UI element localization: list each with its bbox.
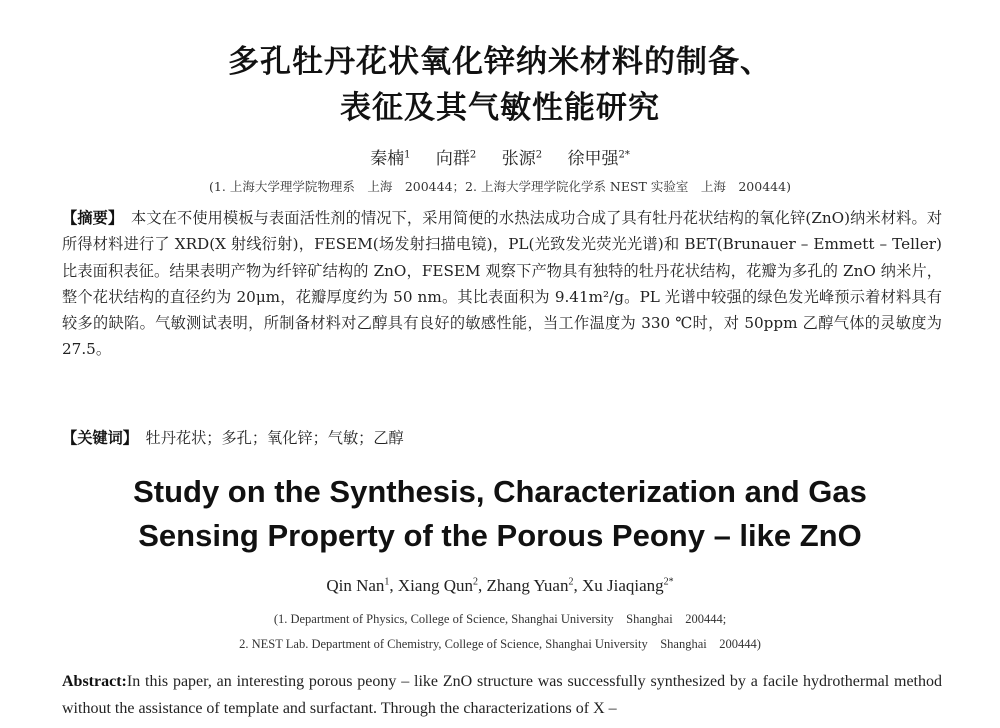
abstract-label-en: Abstract: xyxy=(62,673,127,690)
english-title-line-1: Study on the Synthesis, Characterization and Gas xyxy=(133,474,867,509)
english-author-list: Qin Nan$^1$, Xiang Qun$^2$, Zhang Yuan$^2$, Xu Jiaqiang$^{2*}$ xyxy=(326,576,674,595)
abstract-text-en: In this paper, an interesting porous peony – like ZnO structure was successfully synthesized by a facile hydrothermal method without the assistance of template and surfactant. Through the characterizations of X – xyxy=(62,673,942,717)
abstract-text-cn: 本文在不使用模板与表面活性剂的情况下，采用简便的水热法成功合成了具有牡丹花状结构的氧化锌(ZnO)纳米材料。对所得材料进行了 XRD(X 射线衍射)，FESEM(场发射扫描电镜)，PL(光致发光荧光光谱)和 BET(Brunauer – Emmett – Teller)比表面积表征。结果表明产物为纤锌矿结构的 ZnO，FESEM 观察下产物具有独特的牡丹花状结构，花瓣为多孔的 ZnO 纳米片，整个花状结构的直径约为 20μm，花瓣厚度约为 50 nm。其比表面积为 9.41m²/g。PL 光谱中较强的绿色发光峰预示着材料具有较多的缺陷。气敏测试表明，所制备材料对乙醇具有良好的敏感性能，当工作温度为 330 ℃时，对 50ppm 乙醇气体的灵敏度为 27.5。 xyxy=(62,209,943,359)
author-name: Zhang Yuan xyxy=(486,576,569,595)
english-title-line-2: Sensing Property of the Porous Peony – like ZnO xyxy=(138,518,862,553)
author-affiliation-mark: 2* xyxy=(663,576,674,588)
author-affiliation-mark: 2 xyxy=(535,149,543,161)
author-affiliation-mark: 1 xyxy=(404,149,411,161)
author-cn xyxy=(502,149,542,169)
english-affiliation-line-2: 2. NEST Lab. Department of Chemistry, College of Science, Shanghai University Shanghai 200444) xyxy=(239,637,761,651)
author-name: 张源 xyxy=(501,149,536,169)
chinese-author-list xyxy=(0,144,1000,169)
chinese-title-line-2: 表征及其气敏性能研究 xyxy=(340,90,660,126)
author-name: 秦楠 xyxy=(370,149,405,169)
author-affiliation-mark: 2 xyxy=(568,576,574,588)
keywords-text-cn: 牡丹花状；多孔；氧化锌；气敏；乙醇 xyxy=(145,429,404,447)
chinese-affiliation: (1. 上海大学理学院物理系 上海 200444；2. 上海大学理学院化学系 NEST 实验室 上海 200444) xyxy=(209,179,791,194)
author-affiliation-mark: 1 xyxy=(384,576,390,588)
author-cn xyxy=(436,149,476,169)
author-name: Qin Nan xyxy=(326,576,385,595)
author-en xyxy=(326,576,389,595)
author-name: Xu Jiaqiang xyxy=(581,576,664,595)
abstract-label-cn: 【摘要】 xyxy=(62,209,116,227)
author-affiliation-mark: 2 xyxy=(472,576,478,588)
english-affiliation-line-1: (1. Department of Physics, College of Science, Shanghai University Shanghai 200444; xyxy=(273,612,727,626)
author-en xyxy=(486,576,573,595)
author-name: Xiang Qun xyxy=(397,576,473,595)
english-abstract xyxy=(62,668,942,722)
author-name: 向群 xyxy=(435,149,470,169)
keywords-label-cn: 【关键词】 xyxy=(62,429,131,447)
chinese-title-line-1: 多孔牡丹花状氧化锌纳米材料的制备、 xyxy=(228,44,772,80)
chinese-abstract xyxy=(62,205,942,363)
author-name: 徐甲强 xyxy=(567,149,619,169)
author-en xyxy=(582,576,674,595)
author-cn xyxy=(370,149,410,169)
author-en xyxy=(398,576,478,595)
author-affiliation-mark: 2* xyxy=(618,149,630,161)
author-affiliation-mark: 2 xyxy=(469,149,477,161)
author-cn xyxy=(567,149,629,169)
chinese-keywords xyxy=(62,425,942,451)
